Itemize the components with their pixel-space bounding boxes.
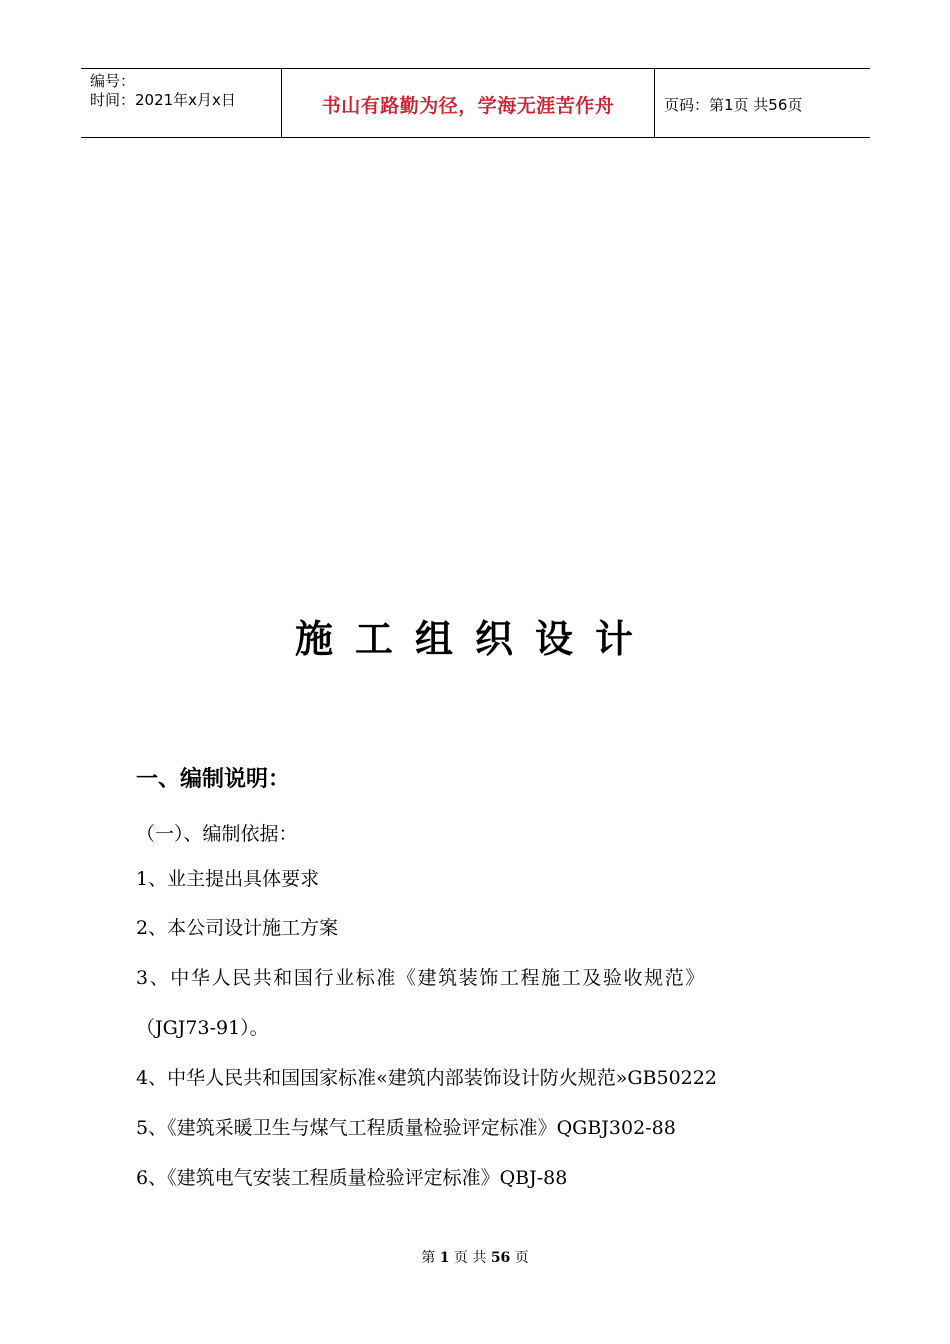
time-label: 时间：2021年x月x日 bbox=[90, 91, 236, 109]
page-code: 页码：第1页 共56页 bbox=[664, 96, 803, 114]
header-table bbox=[81, 68, 870, 138]
document-title: 施工组织设计 bbox=[294, 617, 655, 661]
page-footer bbox=[0, 1247, 950, 1267]
footer-suffix: 页 bbox=[514, 1250, 529, 1266]
list-item: 4、中华人民共和国国家标准«建筑内部装饰设计防火规范»GB50222 bbox=[136, 1067, 717, 1089]
footer-prefix: 第 bbox=[421, 1250, 436, 1266]
header-middle-cell bbox=[282, 69, 655, 137]
footer-total-pages: 56 bbox=[490, 1250, 511, 1266]
list-item: 5、《建筑采暖卫生与煤气工程质量检验评定标准》QGBJ302-88 bbox=[136, 1117, 676, 1139]
list-item: 3、中华人民共和国行业标准《建筑装饰工程施工及验收规范》 bbox=[136, 967, 706, 989]
header-left-cell bbox=[81, 69, 282, 137]
list-item: 2、本公司设计施工方案 bbox=[136, 917, 339, 939]
list-item: 6、《建筑电气安装工程质量检验评定标准》QBJ-88 bbox=[136, 1167, 568, 1189]
list-item: 1、业主提出具体要求 bbox=[136, 868, 320, 890]
header-right-cell bbox=[655, 69, 870, 137]
number-label: 编号： bbox=[90, 72, 136, 90]
sub-heading: （一）、编制依据： bbox=[136, 823, 298, 845]
footer-page-number: 1 bbox=[439, 1250, 450, 1266]
section-heading: 一、编制说明： bbox=[136, 767, 291, 792]
motto: 书山有路勤为径，学海无涯苦作舟 bbox=[321, 95, 615, 117]
footer-middle: 页 共 bbox=[453, 1250, 487, 1266]
list-item-continuation: （JGJ73-91）。 bbox=[136, 1017, 269, 1039]
